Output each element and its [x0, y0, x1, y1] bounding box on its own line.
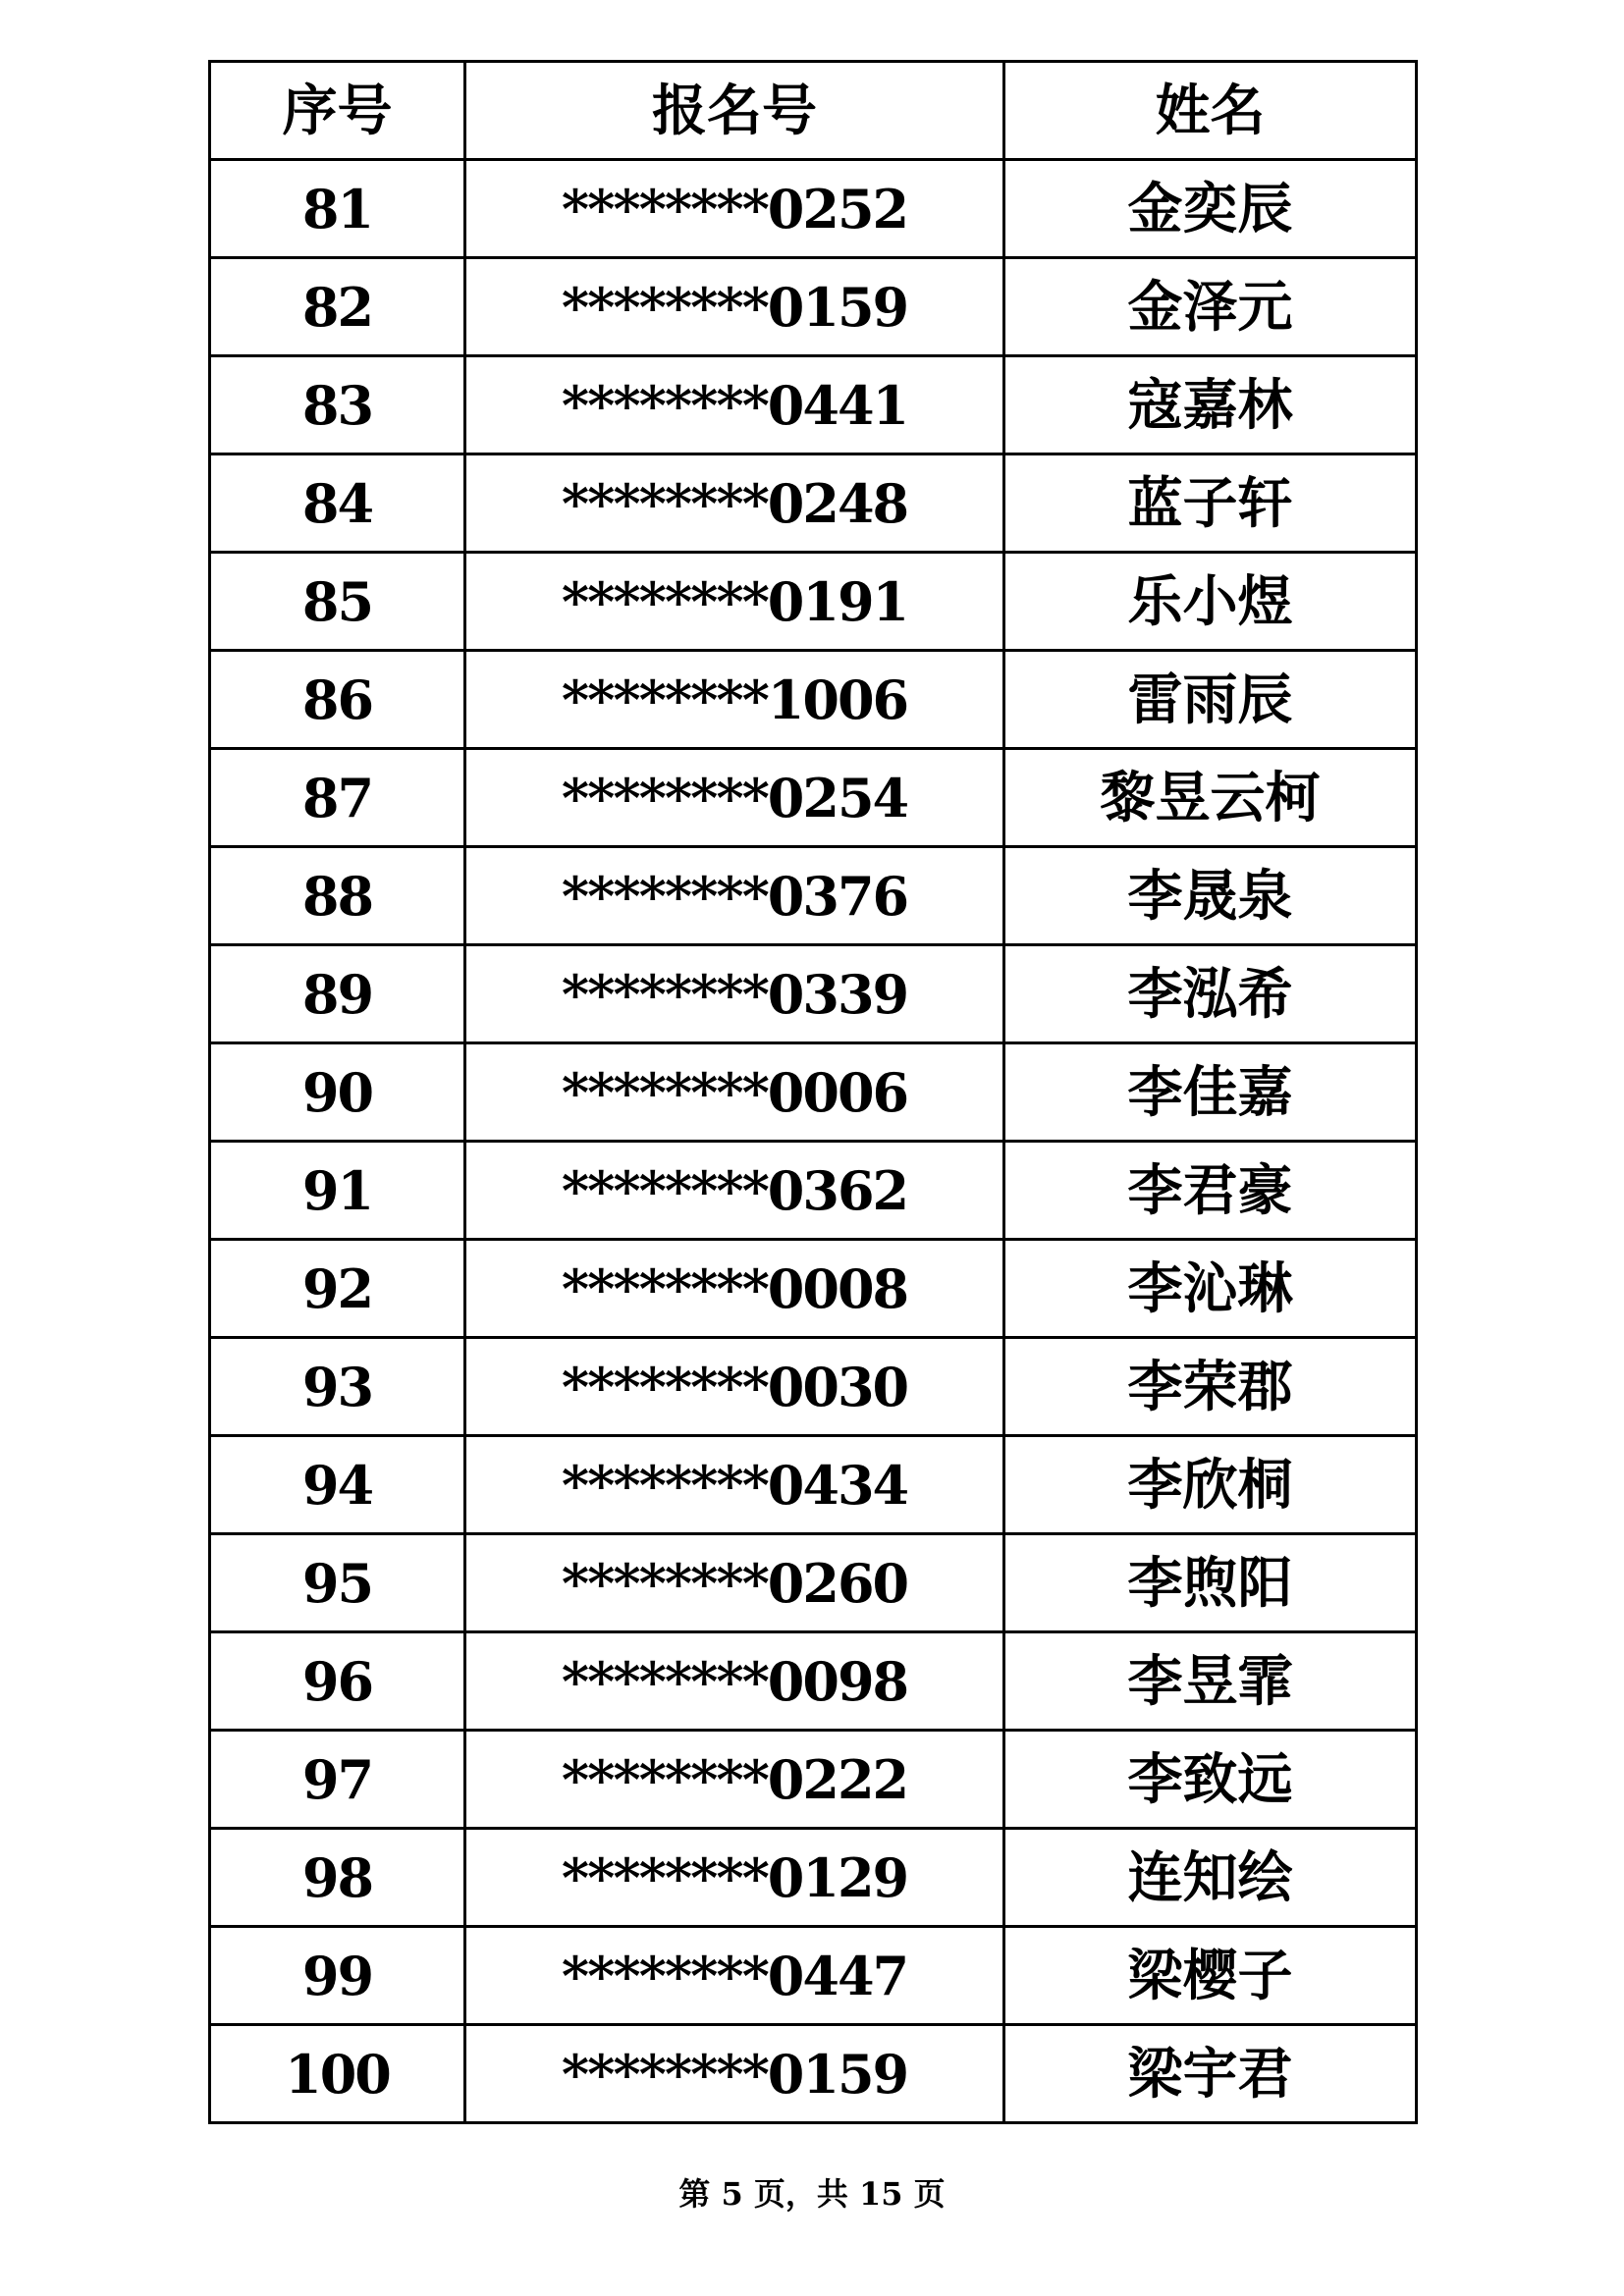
cell-registration-number: ********0441	[465, 356, 1004, 454]
cell-registration-number: ********0159	[465, 258, 1004, 356]
cell-seq: 88	[210, 847, 465, 945]
cell-name: 梁宇君	[1004, 2025, 1417, 2123]
table-row	[210, 1436, 1417, 1534]
cell-seq: 94	[210, 1436, 465, 1534]
cell-registration-number: ********0260	[465, 1534, 1004, 1632]
table-row	[210, 356, 1417, 454]
cell-seq: 97	[210, 1731, 465, 1829]
cell-seq: 92	[210, 1240, 465, 1338]
cell-name: 梁樱子	[1004, 1927, 1417, 2025]
table-row	[210, 1829, 1417, 1927]
cell-seq: 100	[210, 2025, 465, 2123]
table-row	[210, 160, 1417, 258]
cell-registration-number: ********0008	[465, 1240, 1004, 1338]
table-body	[210, 160, 1417, 2123]
cell-registration-number: ********0030	[465, 1338, 1004, 1436]
table-row	[210, 258, 1417, 356]
cell-registration-number: ********0362	[465, 1142, 1004, 1240]
cell-registration-number: ********0252	[465, 160, 1004, 258]
table-row	[210, 1142, 1417, 1240]
cell-name: 雷雨辰	[1004, 651, 1417, 749]
cell-seq: 85	[210, 553, 465, 651]
cell-name: 李煦阳	[1004, 1534, 1417, 1632]
cell-registration-number: ********0006	[465, 1043, 1004, 1142]
cell-seq: 89	[210, 945, 465, 1043]
cell-name: 金奕辰	[1004, 160, 1417, 258]
cell-name: 金泽元	[1004, 258, 1417, 356]
cell-name: 李荣郡	[1004, 1338, 1417, 1436]
table-header-row	[210, 62, 1417, 160]
cell-name: 李欣桐	[1004, 1436, 1417, 1534]
cell-name: 李君豪	[1004, 1142, 1417, 1240]
cell-registration-number: ********0159	[465, 2025, 1004, 2123]
cell-name: 李晟泉	[1004, 847, 1417, 945]
table-row	[210, 2025, 1417, 2123]
table-row	[210, 1731, 1417, 1829]
cell-name: 李佳嘉	[1004, 1043, 1417, 1142]
page-footer: 第 5 页，共 15 页	[678, 2175, 946, 2213]
cell-registration-number: ********0248	[465, 454, 1004, 553]
cell-registration-number: ********0098	[465, 1632, 1004, 1731]
table-row	[210, 1534, 1417, 1632]
table-row	[210, 1240, 1417, 1338]
cell-name: 李泓希	[1004, 945, 1417, 1043]
cell-seq: 90	[210, 1043, 465, 1142]
table-row	[210, 847, 1417, 945]
cell-seq: 87	[210, 749, 465, 847]
roster-sheet	[208, 60, 1415, 2124]
cell-seq: 82	[210, 258, 465, 356]
table-row	[210, 651, 1417, 749]
cell-name: 李沁琳	[1004, 1240, 1417, 1338]
cell-registration-number: ********0222	[465, 1731, 1004, 1829]
cell-name: 黎昱云柯	[1004, 749, 1417, 847]
header-name: 姓名	[1004, 62, 1417, 160]
cell-registration-number: ********0254	[465, 749, 1004, 847]
cell-seq: 95	[210, 1534, 465, 1632]
cell-registration-number: ********0129	[465, 1829, 1004, 1927]
cell-seq: 96	[210, 1632, 465, 1731]
cell-seq: 83	[210, 356, 465, 454]
cell-name: 蓝子轩	[1004, 454, 1417, 553]
table-row	[210, 1043, 1417, 1142]
cell-registration-number: ********0434	[465, 1436, 1004, 1534]
table-row	[210, 553, 1417, 651]
cell-registration-number: ********0339	[465, 945, 1004, 1043]
cell-seq: 98	[210, 1829, 465, 1927]
table-row	[210, 1338, 1417, 1436]
table-row	[210, 1927, 1417, 2025]
cell-registration-number: ********1006	[465, 651, 1004, 749]
cell-registration-number: ********0376	[465, 847, 1004, 945]
cell-registration-number: ********0191	[465, 553, 1004, 651]
cell-name: 乐小煜	[1004, 553, 1417, 651]
table-row	[210, 1632, 1417, 1731]
cell-seq: 99	[210, 1927, 465, 2025]
cell-name: 李致远	[1004, 1731, 1417, 1829]
cell-seq: 93	[210, 1338, 465, 1436]
roster-table	[208, 60, 1418, 2124]
cell-seq: 81	[210, 160, 465, 258]
cell-name: 李昱霏	[1004, 1632, 1417, 1731]
table-row	[210, 454, 1417, 553]
cell-seq: 91	[210, 1142, 465, 1240]
table-row	[210, 945, 1417, 1043]
cell-seq: 84	[210, 454, 465, 553]
cell-name: 连知绘	[1004, 1829, 1417, 1927]
table-row	[210, 749, 1417, 847]
header-seq: 序号	[210, 62, 465, 160]
cell-registration-number: ********0447	[465, 1927, 1004, 2025]
header-registration-number: 报名号	[465, 62, 1004, 160]
cell-seq: 86	[210, 651, 465, 749]
cell-name: 寇嘉林	[1004, 356, 1417, 454]
